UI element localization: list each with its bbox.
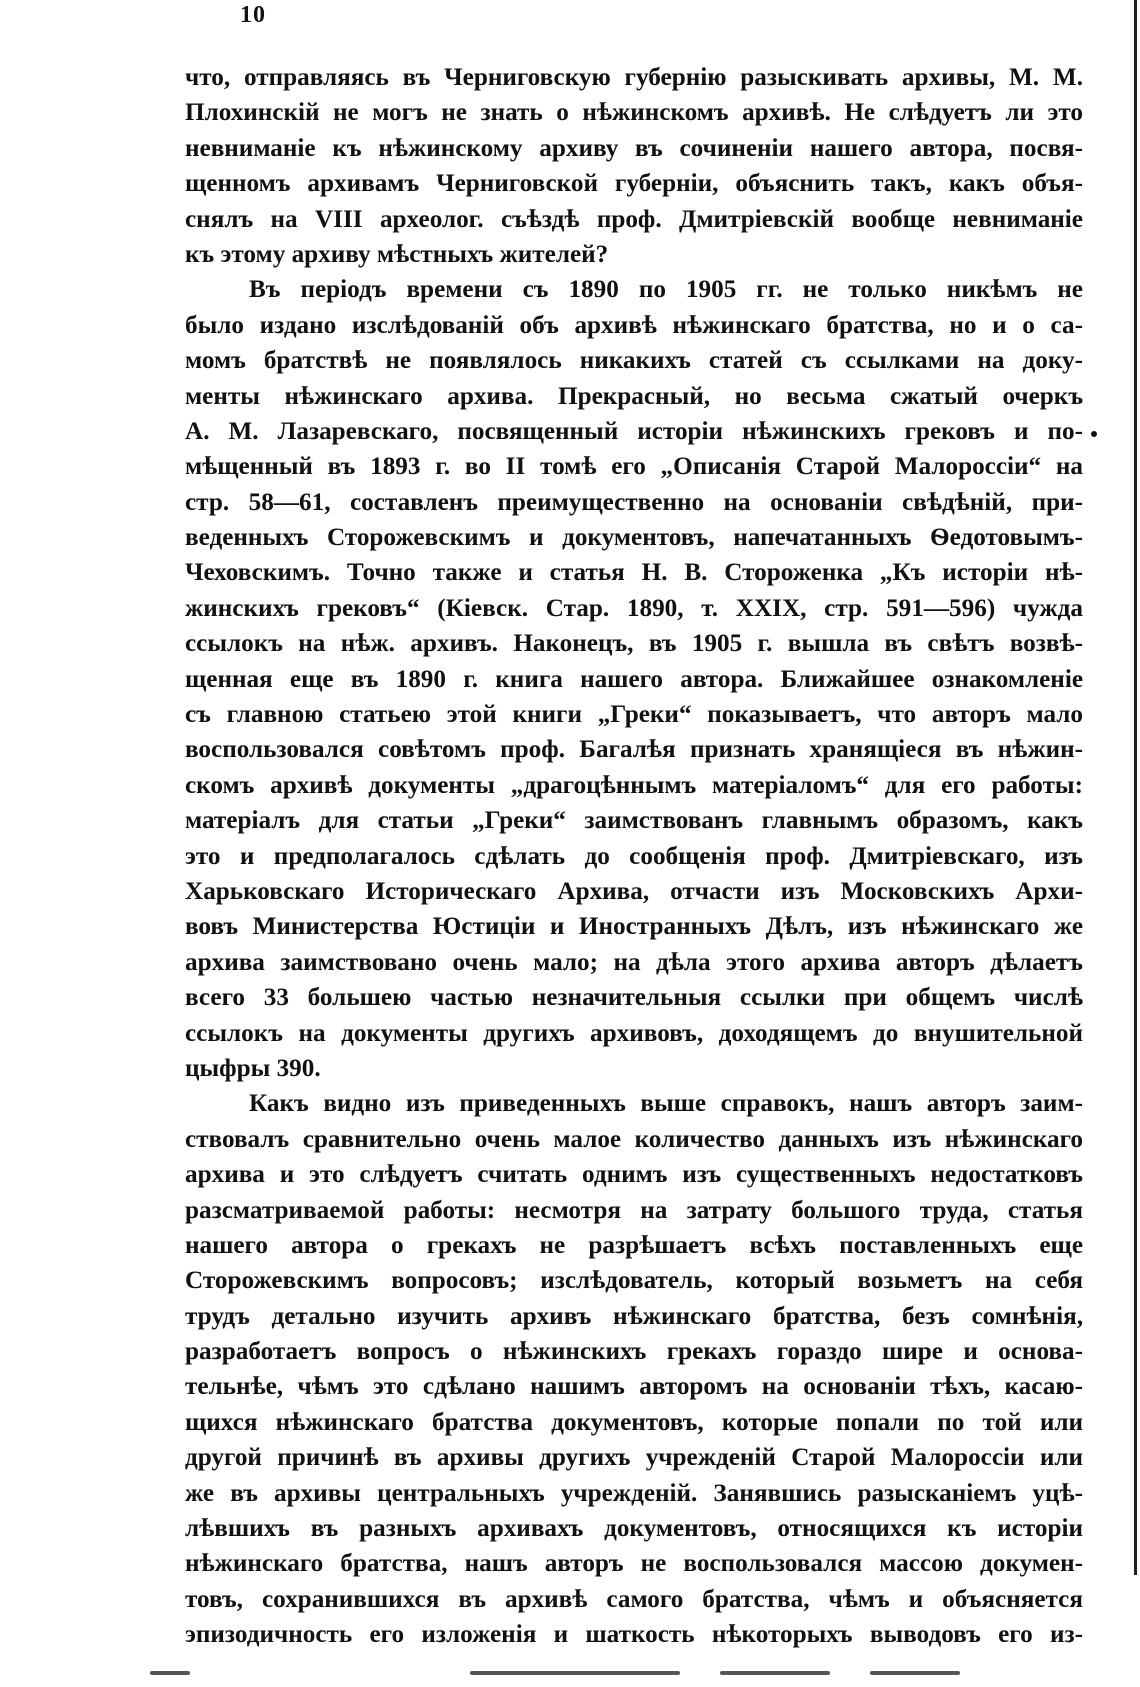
text-line: ссылокъ на нѣж. архивъ. Наконецъ, въ 1905 г. вышла въ свѣтъ возвѣ- (185, 630, 1083, 658)
text-line: другой причинѣ въ архивы другихъ учрежденій Старой Малороссіи или (185, 1444, 1083, 1472)
text-line: скомъ архивѣ документы „драгоцѣннымъ матеріаломъ“ для его работы: (185, 771, 1083, 799)
text-line: невниманіе къ нѣжинскому архиву въ сочиненіи нашего автора, посвя- (185, 134, 1083, 162)
scan-smudge (720, 1671, 830, 1675)
text-line: цыфры 390. (185, 1054, 321, 1082)
text-line: ссылокъ на документы другихъ архивовъ, доходящемъ до внушительной (185, 1019, 1083, 1047)
text-line: ствовалъ сравнительно очень малое количество данныхъ изъ нѣжинскаго (185, 1125, 1083, 1153)
text-line: щихся нѣжинскаго братства документовъ, которые попали по той или (185, 1408, 1083, 1436)
text-line: Чеховскимъ. Точно также и статья Н. В. Стороженка „Къ исторіи нѣ- (185, 559, 1083, 587)
text-line: Въ періодъ времени съ 1890 по 1905 гг. не только никѣмъ не (249, 276, 1083, 304)
text-line: же въ архивы центральныхъ учрежденій. Занявшись разысканіемъ уцѣ- (185, 1479, 1083, 1507)
text-line: мѣщенный въ 1893 г. во II томѣ его „Описанія Старой Малороссіи“ на (185, 453, 1083, 481)
text-line: менты нѣжинскаго архива. Прекрасный, но весьма сжатый очеркъ (185, 382, 1083, 410)
text-line: архива заимствовано очень мало; на дѣла этого архива авторъ дѣлаетъ (185, 948, 1083, 976)
text-line: нашего автора о грекахъ не разрѣшаетъ всѣхъ поставленныхъ еще (185, 1231, 1083, 1259)
text-line: жинскихъ грековъ“ (Кіевск. Стар. 1890, т. XXIX, стр. 591—596) чужда (185, 594, 1083, 622)
text-line: это и предполагалось сдѣлать до сообщенія проф. Дмитріевскаго, изъ (185, 842, 1083, 870)
text-line: товъ, сохранившихся въ архивѣ самого братства, чѣмъ и объясняется (185, 1585, 1083, 1613)
text-line: Сторожевскимъ вопросовъ; изслѣдователь, который возьметъ на себя (185, 1267, 1083, 1295)
margin-dot (1091, 431, 1097, 437)
text-line: трудъ детально изучить архивъ нѣжинскаго братства, безъ сомнѣнія, (185, 1302, 1083, 1330)
text-line: разсматриваемой работы: несмотря на затрату большого труда, статья (185, 1196, 1083, 1224)
text-line: эпизодичность его изложенія и шаткость нѣкоторыхъ выводовъ его из- (185, 1621, 1083, 1649)
text-line: Плохинскій не могъ не знать о нѣжинскомъ архивѣ. Не слѣдуетъ ли это (185, 99, 1083, 127)
text-line: щенная еще въ 1890 г. книга нашего автора. Ближайшее ознакомленіе (185, 665, 1083, 693)
text-line: момъ братствѣ не появлялось никакихъ статей съ ссылками на доку- (185, 347, 1083, 375)
scan-smudge (470, 1671, 680, 1675)
page-edge-line (1134, 0, 1137, 1575)
text-line: веденныхъ Сторожевскимъ и документовъ, напечатанныхъ Ѳедотовымъ- (185, 524, 1083, 552)
text-line: было издано изслѣдованій объ архивѣ нѣжинскаго братства, но и о са- (185, 311, 1083, 339)
text-line: воспользовался совѣтомъ проф. Багалѣя признать хранящіеся въ нѣжин- (185, 736, 1083, 764)
text-line: лѣвшихъ въ разныхъ архивахъ документовъ, относящихся къ исторіи (185, 1515, 1083, 1543)
text-line: что, отправляясь въ Черниговскую губернію разыскивать архивы, М. М. (185, 64, 1083, 91)
text-line: тельнѣе, чѣмъ это сдѣлано нашимъ авторомъ на основаніи тѣхъ, касаю- (185, 1373, 1083, 1401)
text-line: Какъ видно изъ приведенныхъ выше справокъ, нашъ авторъ заим- (249, 1090, 1083, 1118)
body-text (185, 60, 1083, 1653)
text-line: вовъ Министерства Юстиціи и Иностранныхъ Дѣлъ, изъ нѣжинскаго же (185, 913, 1083, 941)
text-line: нѣжинскаго братства, нашъ авторъ не воспользовался массою докумен- (185, 1550, 1083, 1578)
page-number: 10 (240, 2, 266, 28)
text-line: къ этому архиву мѣстныхъ жителей? (185, 240, 609, 268)
text-line: разработаетъ вопросъ о нѣжинскихъ грекахъ гораздо шире и основа- (185, 1338, 1083, 1366)
text-line: матеріалъ для статьи „Греки“ заимствованъ главнымъ образомъ, какъ (185, 807, 1083, 835)
scan-smudge (150, 1671, 190, 1675)
text-line: съ главною статьею этой книги „Греки“ показываетъ, что авторъ мало (185, 701, 1083, 729)
text-line: всего 33 большею частью незначительныя ссылки при общемъ числѣ (185, 984, 1083, 1012)
scan-smudge (870, 1671, 960, 1675)
text-line: щенномъ архивамъ Черниговской губерніи, объяснить такъ, какъ объя- (185, 170, 1083, 198)
text-line: Харьковскаго Историческаго Архива, отчасти изъ Московскихъ Архи- (185, 877, 1083, 905)
text-line: А. М. Лазаревскаго, посвященный исторіи нѣжинскихъ грековъ и по- (185, 417, 1083, 445)
text-line: архива и это слѣдуетъ считать однимъ изъ существенныхъ недостатковъ (185, 1161, 1083, 1189)
text-line: снялъ на VIII археолог. съѣздѣ проф. Дмитріевскій вообще невниманіе (185, 205, 1083, 233)
text-line: стр. 58—61, составленъ преимущественно на основаніи свѣдѣній, при- (185, 488, 1083, 516)
